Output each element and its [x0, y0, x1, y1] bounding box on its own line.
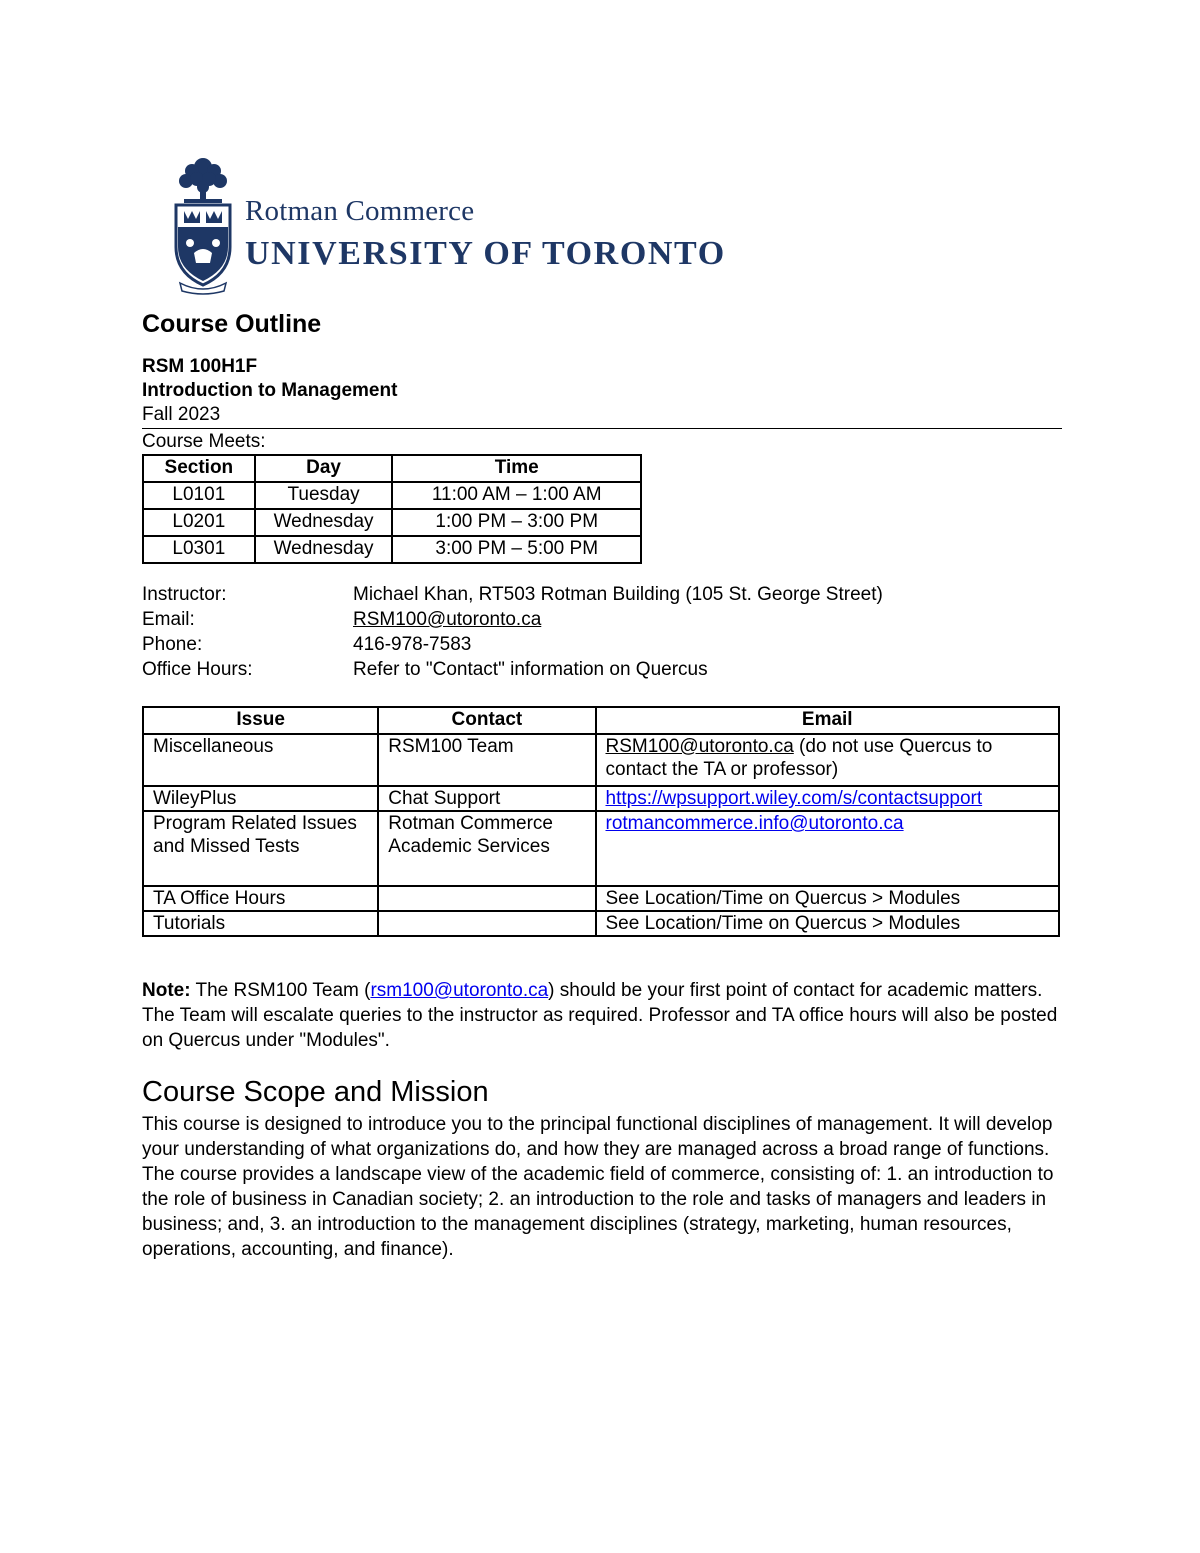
issue-cell: WileyPlus: [143, 786, 378, 811]
schedule-cell: 1:00 PM – 3:00 PM: [392, 509, 641, 536]
note-label: Note:: [142, 980, 191, 1001]
email-cell: [596, 786, 1060, 811]
divider: [142, 428, 1062, 429]
contacts-header: Email: [596, 707, 1060, 734]
schedule-cell: Wednesday: [255, 536, 393, 563]
issue-cell: Miscellaneous: [143, 734, 378, 786]
schedule-row: [143, 482, 641, 509]
schedule-header: Section: [143, 455, 255, 482]
schedule-table: [142, 454, 642, 564]
issue-cell: Tutorials: [143, 911, 378, 936]
email-cell: [596, 734, 1060, 786]
contact-cell: Rotman Commerce Academic Services: [378, 811, 595, 886]
table-row: [143, 786, 1059, 811]
contact-cell: [378, 911, 595, 936]
note-email-link[interactable]: rsm100@utoronto.ca: [370, 980, 549, 1001]
email-cell: [596, 811, 1060, 886]
schedule-cell: L0201: [143, 509, 255, 536]
table-row: [143, 734, 1059, 786]
phone-value: 416-978-7583: [353, 634, 472, 655]
contacts-header: Contact: [378, 707, 595, 734]
issue-cell: TA Office Hours: [143, 886, 378, 911]
contacts-header: Issue: [143, 707, 378, 734]
schedule-row: [143, 509, 641, 536]
table-row: [143, 811, 1059, 886]
schedule-cell: 3:00 PM – 5:00 PM: [392, 536, 641, 563]
logo-rotman-commerce: Rotman Commerce: [245, 195, 475, 227]
schedule-cell: L0101: [143, 482, 255, 509]
contacts-table: [142, 706, 1060, 937]
contact-cell: RSM100 Team: [378, 734, 595, 786]
section-heading: Course Scope and Mission: [142, 1076, 489, 1108]
university-crest-icon: [170, 155, 236, 295]
schedule-cell: 11:00 AM – 1:00 AM: [392, 482, 641, 509]
schedule-cell: Wednesday: [255, 509, 393, 536]
phone-label: Phone:: [142, 634, 203, 655]
course-name: Introduction to Management: [142, 380, 398, 401]
office-hours-label: Office Hours:: [142, 659, 253, 680]
schedule-header: Day: [255, 455, 393, 482]
email-note: (do not use Quercus to contact the TA or professor): [605, 736, 993, 780]
contact-cell: [378, 886, 595, 911]
contact-cell: Chat Support: [378, 786, 595, 811]
schedule-cell: Tuesday: [255, 482, 393, 509]
schedule-row: [143, 536, 641, 563]
instructor-label: Instructor:: [142, 584, 227, 605]
email-link[interactable]: rotmancommerce.info@utoronto.ca: [605, 813, 904, 834]
email-label: Email:: [142, 609, 195, 630]
course-term: Fall 2023: [142, 404, 221, 425]
course-code: RSM 100H1F: [142, 356, 258, 377]
email-cell: See Location/Time on Quercus > Modules: [596, 886, 1060, 911]
email-cell: See Location/Time on Quercus > Modules: [596, 911, 1060, 936]
email-link[interactable]: RSM100@utoronto.ca: [353, 609, 542, 630]
instructor-value: Michael Khan, RT503 Rotman Building (105 St. George Street): [353, 584, 883, 605]
office-hours-value: Refer to "Contact" information on Quercus: [353, 659, 708, 680]
course-meets-label: Course Meets:: [142, 431, 266, 452]
support-link[interactable]: https://wpsupport.wiley.com/s/contactsupport: [605, 788, 983, 809]
table-row: [143, 886, 1059, 911]
note-text-after: ) should be your first point of contact for academic matters. The Team will escalate queries to the instructor as required. Professor and TA office hours will also be posted on Quercus under "Modules".: [142, 980, 1058, 1051]
contacts-header-row: [143, 707, 1059, 734]
schedule-header: Time: [392, 455, 641, 482]
issue-cell: Program Related Issues and Missed Tests: [143, 811, 378, 886]
note-text-before: The RSM100 Team (: [190, 980, 371, 1001]
page-title: Course Outline: [142, 310, 322, 338]
table-row: [143, 911, 1059, 936]
logo-university-name: UNIVERSITY OF TORONTO: [245, 235, 726, 272]
email-link[interactable]: RSM100@utoronto.ca: [605, 736, 794, 757]
note-paragraph: [142, 978, 1072, 1053]
rotman-logo: [170, 155, 780, 295]
scope-paragraph: This course is designed to introduce you to the principal functional disciplines of management. It will develop your understanding of what organizations do, and how they are managed across a broad range of functions. The course provides a landscape view of the academic field of commerce, consisting of: 1. an introduction to the role of business in Canadian society; 2. an introduction to the role and tasks of managers and leaders in business; and, 3. an introduction to the management disciplines (strategy, marketing, human resources, operations, accounting, and finance).: [142, 1114, 1054, 1260]
schedule-header-row: [143, 455, 641, 482]
schedule-cell: L0301: [143, 536, 255, 563]
